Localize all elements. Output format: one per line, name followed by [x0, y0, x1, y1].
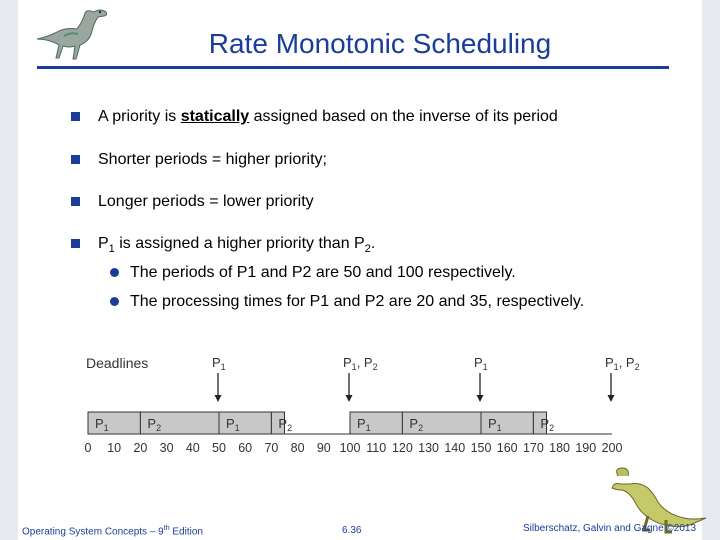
sub-bullet-text: The processing times for P1 and P2 are 20 and 35, respectively. — [130, 293, 585, 310]
tick-label: 160 — [496, 441, 518, 455]
tick-label: 120 — [391, 441, 413, 455]
tick-label: 60 — [238, 441, 253, 455]
tick-label: 90 — [316, 441, 331, 455]
deadline-marker-label: $P_1$ — [474, 355, 488, 372]
segment-label: $P_1$ — [95, 416, 109, 433]
arrow-head-icon — [346, 395, 353, 402]
schedule-timeline-diagram — [80, 345, 640, 460]
tick-label: 200 — [601, 441, 623, 455]
footer-text: Operating System Concepts – 9 — [22, 526, 164, 538]
title-underline — [37, 66, 669, 69]
tick-label: 30 — [159, 441, 174, 455]
bullet-text: A priority is — [98, 108, 181, 125]
bullet-text: Longer periods = lower priority — [98, 193, 314, 210]
deadline-marker-label: $P_1$ — [212, 355, 226, 372]
bullet-text: . — [370, 235, 376, 252]
arrow-head-icon — [215, 395, 222, 402]
footer-right: Silberschatz, Galvin and Gagne ©2013 — [523, 523, 697, 534]
sub-bullet-text: The periods of P1 and P2 are 50 and 100 respectively. — [130, 264, 516, 281]
segment-label: $P_2$ — [409, 416, 424, 433]
segment-label: $P_1$ — [357, 416, 371, 433]
bullet-text: Shorter periods = higher priority; — [98, 151, 327, 168]
bullet-emphasis: statically — [180, 108, 250, 125]
segment-label: $P_1$ — [488, 416, 502, 433]
tick-label: 70 — [264, 441, 279, 455]
tick-label: 20 — [133, 441, 148, 455]
footer-superscript: th — [163, 525, 170, 532]
subscript: 2 — [364, 243, 371, 256]
square-bullet-icon — [71, 112, 80, 121]
tick-label: 0 — [84, 441, 92, 455]
bullet-text: assigned based on the inverse of its period — [249, 108, 558, 125]
tick-label: 190 — [575, 441, 597, 455]
tick-label: 180 — [549, 441, 571, 455]
right-margin-band — [702, 0, 720, 540]
deadline-marker-label: $P_1$, $P_2$ — [605, 355, 640, 372]
footer-left — [22, 525, 203, 537]
subscript: 1 — [108, 243, 115, 256]
tick-label: 130 — [418, 441, 440, 455]
page-title: Rate Monotonic Scheduling — [208, 28, 552, 59]
round-bullet-icon — [110, 268, 119, 277]
tick-label: 140 — [444, 441, 466, 455]
segment-label: $P_2$ — [147, 416, 162, 433]
segment-label: $P_1$ — [226, 416, 240, 433]
tick-label: 110 — [366, 441, 387, 455]
tick-label: 150 — [470, 441, 492, 455]
tick-label: 50 — [212, 441, 226, 455]
arrow-head-icon — [608, 395, 615, 402]
page-number: 6.36 — [342, 525, 362, 536]
segment-label: $P_2$ — [278, 416, 293, 433]
tick-label: 10 — [107, 441, 122, 455]
footer-text: Edition — [169, 526, 203, 538]
deadlines-label: Deadlines — [86, 355, 149, 371]
tick-label: 170 — [522, 441, 544, 455]
left-margin-band — [0, 0, 18, 540]
tick-label: 40 — [185, 441, 200, 455]
tick-label: 100 — [339, 441, 361, 455]
segment-label: $P_2$ — [540, 416, 555, 433]
square-bullet-icon — [71, 239, 80, 248]
arrow-head-icon — [477, 395, 484, 402]
bullet-text: P — [98, 235, 109, 252]
round-bullet-icon — [110, 297, 119, 306]
bullet-text: is assigned a higher priority than P — [114, 235, 365, 252]
square-bullet-icon — [71, 197, 80, 206]
tick-label: 80 — [290, 441, 305, 455]
square-bullet-icon — [71, 155, 80, 164]
deadline-marker-label: $P_1$, $P_2$ — [343, 355, 378, 372]
